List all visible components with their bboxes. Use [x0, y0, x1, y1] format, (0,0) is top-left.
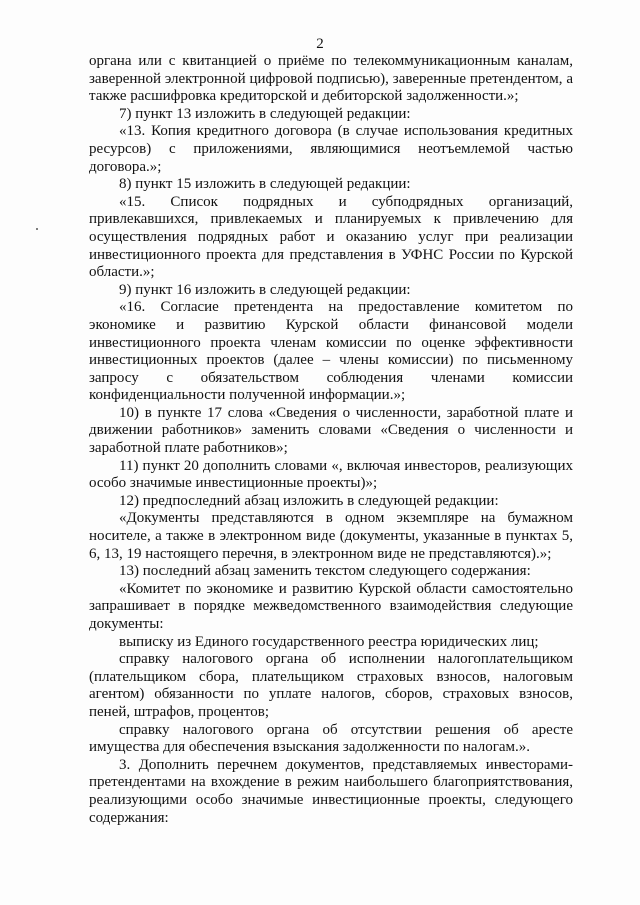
paragraph-item-7: 7) пункт 13 изложить в следующей редакции:	[119, 105, 411, 122]
page-number: 2	[316, 36, 324, 52]
margin-speck	[36, 228, 38, 230]
paragraph-item-9: 9) пункт 16 изложить в следующей редакции:	[119, 281, 411, 298]
paragraph-section-3: 3. Дополнить перечнем документов, представляемых инвесторами-претендентами на вхождение в режим наибольшего благоприятствования, реализующими особо значимые инвестиционные проекты, следующего содержания:	[89, 756, 573, 826]
paragraph-clause-13: «13. Копия кредитного договора (в случае использования кредитных ресурсов) с приложениями, являющимися неотъемлемой частью договора.»;	[89, 123, 573, 175]
paragraph-registry-extract: выписку из Единого государственного реестра юридических лиц;	[119, 633, 539, 650]
paragraph-item-13: 13) последний абзац заменить текстом следующего содержания:	[119, 563, 531, 580]
paragraph-continuation: органа или с квитанцией о приёме по телекоммуникационным каналам, заверенной электронной цифровой подписью), заверенные претендентом, а также расшифровка кредиторской и дебиторской задолженности.»;	[89, 53, 573, 105]
paragraph-item-8: 8) пункт 15 изложить в следующей редакции:	[119, 176, 411, 193]
paragraph-tax-certificate: справку налогового органа об исполнении налогоплательщиком (плательщиком сбора, плательщиком страховых взносов, налоговым агентом) обязанности по уплате налогов, сборов, страховых взносов, пеней, штрафов, процентов;	[89, 651, 573, 720]
paragraph-clause-15: «15. Список подрядных и субподрядных организаций, привлекавшихся, привлекаемых и планируемых к привлечению для осуществления подрядных работ и оказанию услуг при реализации инвестиционного проекта для представления в УФНС России по Курской области.»;	[89, 193, 573, 281]
paragraph-arrest-certificate: справку налогового органа об отсутствии решения об аресте имущества для обеспечения взыскания задолженности по налогам.».	[89, 721, 573, 756]
paragraph-item-12: 12) предпоследний абзац изложить в следующей редакции:	[119, 492, 499, 509]
paragraph-clause-16: «16. Согласие претендента на предоставление комитетом по экономике и развитию Курской области финансовой модели инвестиционного проекта членам комиссии по оценке эффективности инвестиционных проектов (далее – члены комиссии) по письменному запросу с обязательством соблюдения членами комиссии конфиденциальности полученной информации.»;	[89, 299, 573, 404]
paragraph-committee-requests: «Комитет по экономике и развитию Курской области самостоятельно запрашивает в порядке межведомственного взаимодействия следующие документы:	[89, 580, 573, 632]
paragraph-item-11: 11) пункт 20 дополнить словами «, включая инвесторов, реализующих особо значимые инвестиционные проекты)»;	[89, 457, 573, 492]
paragraph-item-10: 10) в пункте 17 слова «Сведения о численности, заработной плате и движении работников» заменить словами «Сведения о численности и заработной плате работников»;	[89, 404, 573, 457]
document-body	[89, 53, 573, 827]
paragraph-documents-format: «Документы представляются в одном экземпляре на бумажном носителе, а также в электронном виде (документы, указанные в пунктах 5, 6, 13, 19 настоящего перечня, в электронном виде не представляются).»;	[89, 510, 573, 562]
